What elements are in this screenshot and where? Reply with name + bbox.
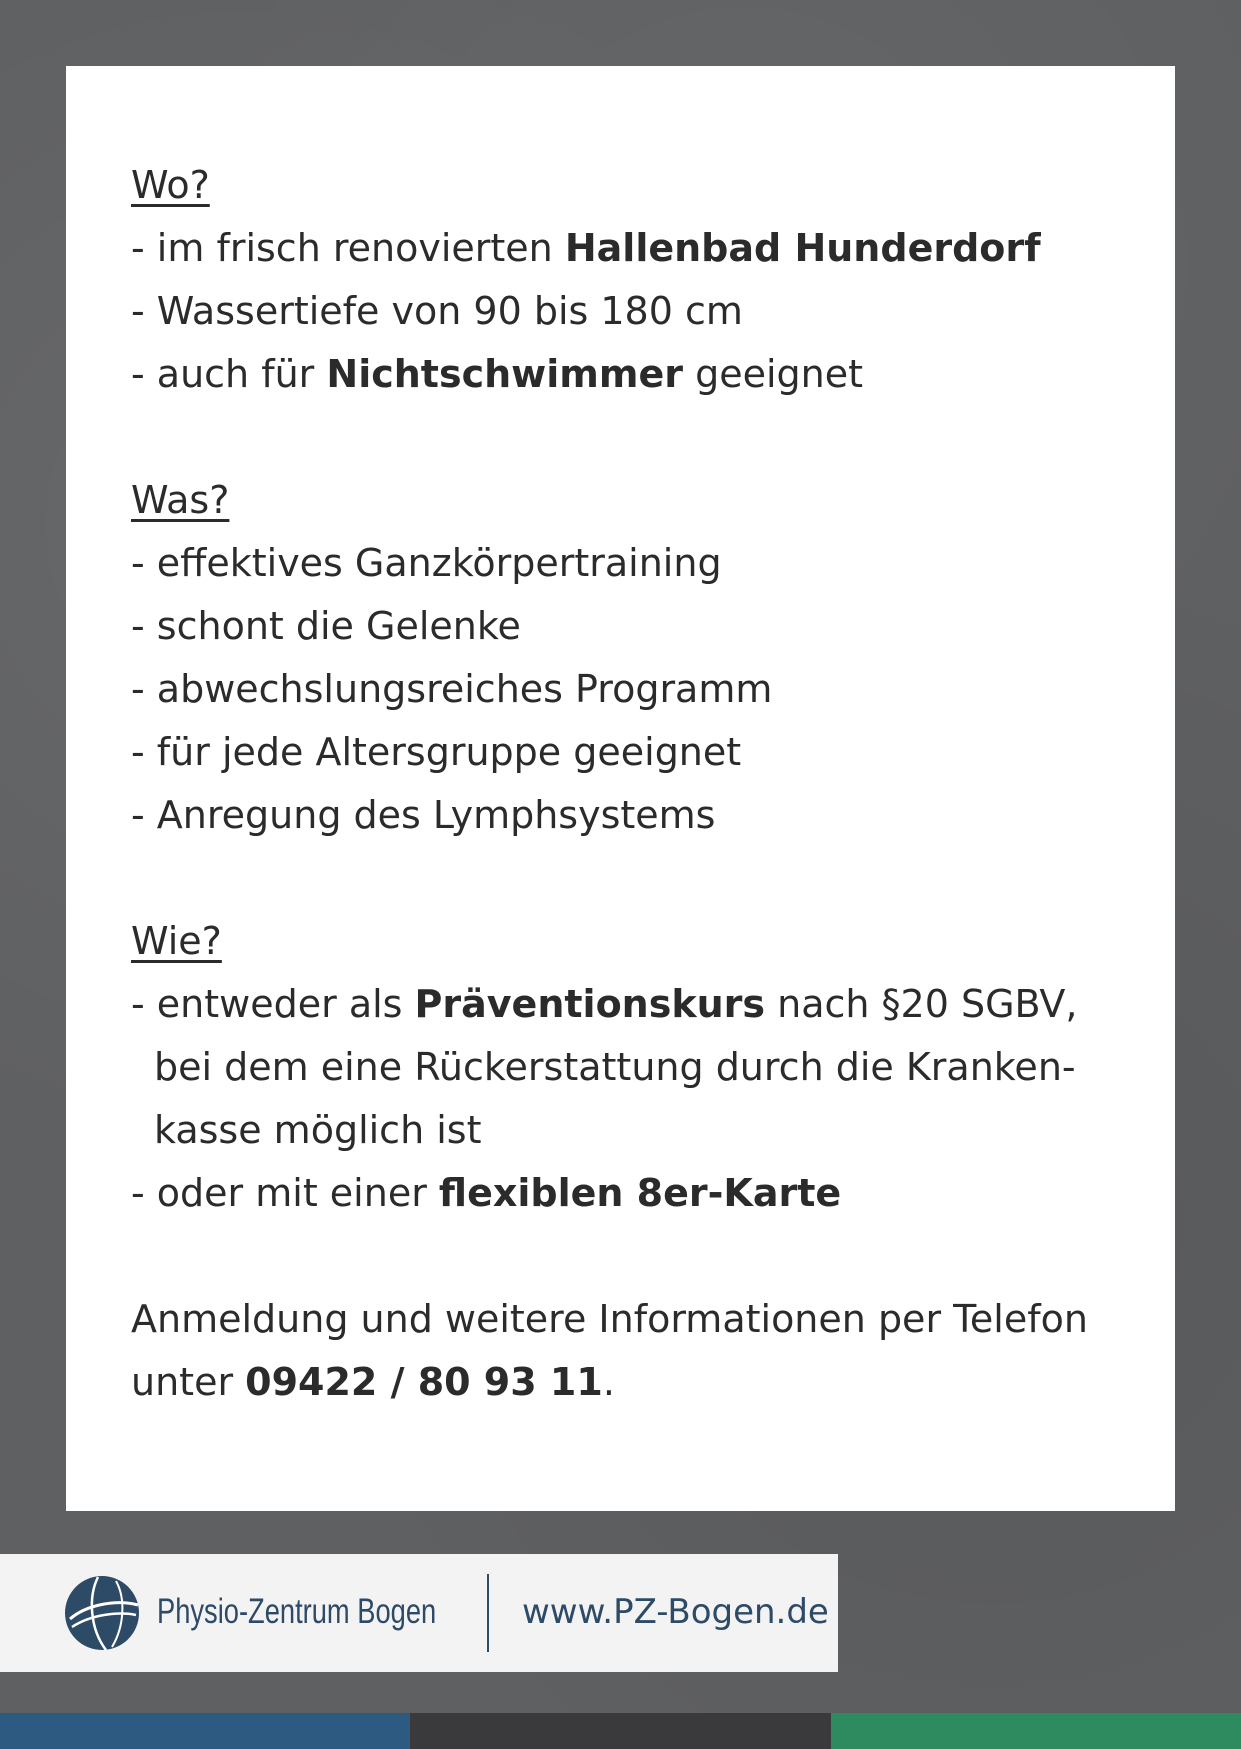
info-card <box>66 66 1175 1511</box>
color-bar-middle <box>410 1713 831 1749</box>
list-item: - Anregung des Lymphsystems <box>131 793 716 837</box>
contact-line: Anmeldung und weitere Informationen per Telefon <box>131 1297 1088 1341</box>
wo-line-depth: - Wassertiefe von 90 bis 180 cm <box>131 289 743 333</box>
wie-line-refund: bei dem eine Rückerstattung durch die Kranken- <box>154 1045 1076 1089</box>
wo-line-nonswimmer: - auch für Nichtschwimmer geeignet <box>131 352 863 396</box>
list-item: - schont die Gelenke <box>131 604 521 648</box>
color-bar-right <box>831 1713 1241 1749</box>
card-content <box>131 154 1131 1414</box>
list-item: - abwechslungsreiches Programm <box>131 667 773 711</box>
section-title-was: Was? <box>131 478 230 522</box>
section-title-wo: Wo? <box>131 163 210 207</box>
wie-line-course: - entweder als Präventionskurs nach §20 SGBV, <box>131 982 1078 1026</box>
wie-line-insurance: kasse möglich ist <box>154 1108 482 1152</box>
phone-number: 09422 / 80 93 11 <box>245 1360 603 1404</box>
color-bar-left <box>0 1713 410 1749</box>
wo-line-location: - im frisch renovierten Hallenbad Hunderdorf <box>131 226 1041 270</box>
wie-line-card: - oder mit einer flexiblen 8er-Karte <box>131 1171 842 1215</box>
footer-brand-bar <box>0 1554 838 1672</box>
section-title-wie: Wie? <box>131 919 222 963</box>
globe-logo-icon <box>64 1575 140 1651</box>
list-item: - für jede Altersgruppe geeignet <box>131 730 742 774</box>
brand-name: Physio-Zentrum Bogen <box>157 1592 437 1631</box>
list-item: - effektives Ganzkörpertraining <box>131 541 722 585</box>
footer-divider <box>487 1574 489 1652</box>
contact-phone-line: unter 09422 / 80 93 11. <box>131 1360 615 1404</box>
website-link[interactable]: www.PZ-Bogen.de <box>522 1592 829 1632</box>
